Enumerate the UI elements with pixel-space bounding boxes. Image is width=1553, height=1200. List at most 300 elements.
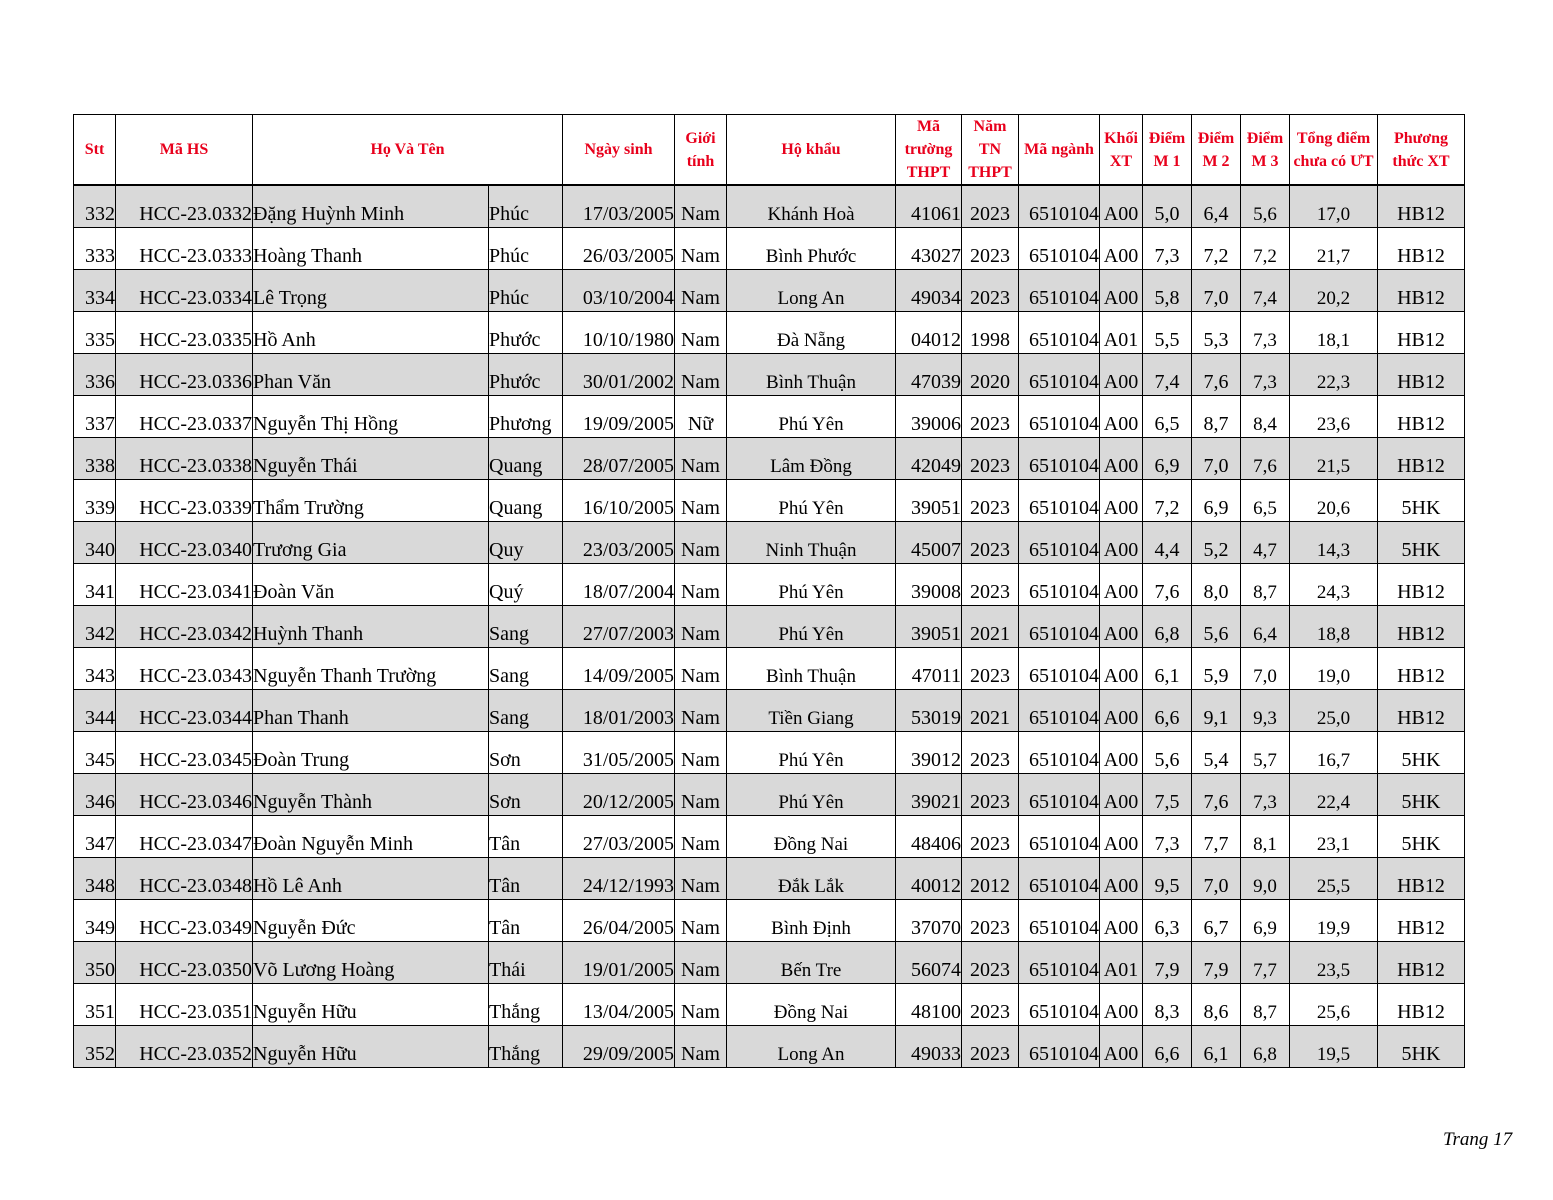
cell-diem-m2: 7,0 <box>1192 438 1241 480</box>
cell-ma-hs: HCC-23.0340 <box>116 522 253 564</box>
cell-diem-m1: 9,5 <box>1143 858 1192 900</box>
cell-khoi-xt: A00 <box>1100 774 1143 816</box>
cell-ho-khau: Phú Yên <box>727 774 896 816</box>
cell-ngay-sinh: 29/09/2005 <box>563 1026 675 1068</box>
cell-ma-hs: HCC-23.0343 <box>116 648 253 690</box>
cell-ma-hs: HCC-23.0347 <box>116 816 253 858</box>
cell-ho-khau: Phú Yên <box>727 564 896 606</box>
cell-ngay-sinh: 18/01/2003 <box>563 690 675 732</box>
cell-ma-truong: 49033 <box>896 1026 962 1068</box>
cell-ngay-sinh: 24/12/1993 <box>563 858 675 900</box>
table-row <box>74 690 1465 732</box>
cell-ma-truong: 04012 <box>896 312 962 354</box>
cell-ho-dem: Nguyễn Thái <box>253 438 489 480</box>
cell-ma-hs: HCC-23.0337 <box>116 396 253 438</box>
cell-phuong-thuc: HB12 <box>1378 185 1465 228</box>
header-diem-m3: Điểm M 3 <box>1241 115 1290 186</box>
cell-ma-truong: 53019 <box>896 690 962 732</box>
cell-stt: 348 <box>74 858 116 900</box>
cell-ten: Quý <box>489 564 563 606</box>
table-row <box>74 270 1465 312</box>
cell-ten: Quang <box>489 438 563 480</box>
cell-diem-m1: 5,8 <box>1143 270 1192 312</box>
cell-ten: Phúc <box>489 270 563 312</box>
cell-ho-dem: Nguyễn Thành <box>253 774 489 816</box>
cell-gioi-tinh: Nam <box>675 185 727 228</box>
cell-diem-m2: 8,6 <box>1192 984 1241 1026</box>
cell-khoi-xt: A00 <box>1100 228 1143 270</box>
cell-tong-diem: 18,1 <box>1290 312 1378 354</box>
cell-diem-m2: 7,9 <box>1192 942 1241 984</box>
cell-ho-dem: Đoàn Nguyễn Minh <box>253 816 489 858</box>
cell-khoi-xt: A00 <box>1100 522 1143 564</box>
cell-diem-m3: 5,6 <box>1241 185 1290 228</box>
cell-diem-m2: 5,9 <box>1192 648 1241 690</box>
cell-ma-truong: 39051 <box>896 480 962 522</box>
cell-phuong-thuc: HB12 <box>1378 564 1465 606</box>
cell-phuong-thuc: 5HK <box>1378 1026 1465 1068</box>
cell-ho-khau: Bến Tre <box>727 942 896 984</box>
cell-ngay-sinh: 10/10/1980 <box>563 312 675 354</box>
cell-ma-nganh: 6510104 <box>1019 732 1100 774</box>
cell-ngay-sinh: 23/03/2005 <box>563 522 675 564</box>
header-ho-va-ten: Họ Và Tên <box>253 115 563 186</box>
cell-ma-nganh: 6510104 <box>1019 774 1100 816</box>
table-row <box>74 396 1465 438</box>
header-diem-m2: Điểm M 2 <box>1192 115 1241 186</box>
cell-ho-khau: Tiền Giang <box>727 690 896 732</box>
cell-gioi-tinh: Nam <box>675 942 727 984</box>
cell-diem-m3: 7,0 <box>1241 648 1290 690</box>
cell-ho-khau: Long An <box>727 1026 896 1068</box>
header-diem-m1: Điểm M 1 <box>1143 115 1192 186</box>
cell-ma-truong: 39051 <box>896 606 962 648</box>
table-body <box>74 185 1465 1068</box>
cell-ten: Sang <box>489 606 563 648</box>
cell-nam-tn: 2012 <box>962 858 1019 900</box>
cell-gioi-tinh: Nam <box>675 984 727 1026</box>
cell-gioi-tinh: Nam <box>675 564 727 606</box>
cell-diem-m1: 7,2 <box>1143 480 1192 522</box>
cell-diem-m1: 7,5 <box>1143 774 1192 816</box>
cell-ho-khau: Bình Định <box>727 900 896 942</box>
cell-gioi-tinh: Nam <box>675 438 727 480</box>
cell-khoi-xt: A00 <box>1100 1026 1143 1068</box>
cell-diem-m1: 7,3 <box>1143 228 1192 270</box>
cell-nam-tn: 2021 <box>962 606 1019 648</box>
cell-ma-truong: 49034 <box>896 270 962 312</box>
cell-diem-m3: 6,9 <box>1241 900 1290 942</box>
cell-stt: 351 <box>74 984 116 1026</box>
cell-ho-khau: Phú Yên <box>727 732 896 774</box>
cell-ma-nganh: 6510104 <box>1019 354 1100 396</box>
cell-ma-nganh: 6510104 <box>1019 816 1100 858</box>
cell-diem-m3: 7,3 <box>1241 774 1290 816</box>
cell-ho-khau: Bình Thuận <box>727 354 896 396</box>
cell-ma-nganh: 6510104 <box>1019 312 1100 354</box>
page-number: Trang 17 <box>1443 1129 1513 1150</box>
cell-nam-tn: 2023 <box>962 774 1019 816</box>
cell-ten: Quang <box>489 480 563 522</box>
cell-tong-diem: 22,4 <box>1290 774 1378 816</box>
cell-ho-dem: Phan Văn <box>253 354 489 396</box>
cell-ho-dem: Nguyễn Hữu <box>253 984 489 1026</box>
table-row <box>74 942 1465 984</box>
cell-ho-dem: Hồ Lê Anh <box>253 858 489 900</box>
cell-phuong-thuc: HB12 <box>1378 438 1465 480</box>
cell-ngay-sinh: 26/04/2005 <box>563 900 675 942</box>
cell-nam-tn: 2023 <box>962 522 1019 564</box>
table-row <box>74 900 1465 942</box>
cell-diem-m2: 7,7 <box>1192 816 1241 858</box>
cell-ho-dem: Lê Trọng <box>253 270 489 312</box>
cell-ten: Thắng <box>489 984 563 1026</box>
cell-ho-khau: Phú Yên <box>727 606 896 648</box>
cell-diem-m3: 6,8 <box>1241 1026 1290 1068</box>
cell-ho-dem: Võ Lương Hoàng <box>253 942 489 984</box>
cell-tong-diem: 20,2 <box>1290 270 1378 312</box>
cell-stt: 339 <box>74 480 116 522</box>
cell-khoi-xt: A00 <box>1100 858 1143 900</box>
cell-ma-nganh: 6510104 <box>1019 606 1100 648</box>
cell-stt: 338 <box>74 438 116 480</box>
cell-tong-diem: 25,0 <box>1290 690 1378 732</box>
cell-gioi-tinh: Nam <box>675 354 727 396</box>
cell-diem-m2: 9,1 <box>1192 690 1241 732</box>
cell-gioi-tinh: Nam <box>675 900 727 942</box>
cell-stt: 335 <box>74 312 116 354</box>
cell-ngay-sinh: 16/10/2005 <box>563 480 675 522</box>
cell-khoi-xt: A00 <box>1100 564 1143 606</box>
cell-ngay-sinh: 28/07/2005 <box>563 438 675 480</box>
cell-phuong-thuc: 5HK <box>1378 732 1465 774</box>
cell-ho-dem: Đặng Huỳnh Minh <box>253 185 489 228</box>
cell-ma-hs: HCC-23.0338 <box>116 438 253 480</box>
cell-diem-m1: 5,6 <box>1143 732 1192 774</box>
cell-phuong-thuc: HB12 <box>1378 270 1465 312</box>
cell-gioi-tinh: Nam <box>675 648 727 690</box>
cell-stt: 336 <box>74 354 116 396</box>
table-row <box>74 228 1465 270</box>
table-row <box>74 984 1465 1026</box>
table-row <box>74 606 1465 648</box>
cell-diem-m2: 7,6 <box>1192 774 1241 816</box>
cell-tong-diem: 24,3 <box>1290 564 1378 606</box>
cell-ma-hs: HCC-23.0349 <box>116 900 253 942</box>
cell-tong-diem: 22,3 <box>1290 354 1378 396</box>
cell-khoi-xt: A01 <box>1100 942 1143 984</box>
cell-ma-truong: 47011 <box>896 648 962 690</box>
cell-phuong-thuc: 5HK <box>1378 480 1465 522</box>
cell-ho-khau: Ninh Thuận <box>727 522 896 564</box>
cell-ma-hs: HCC-23.0346 <box>116 774 253 816</box>
cell-phuong-thuc: HB12 <box>1378 648 1465 690</box>
cell-phuong-thuc: HB12 <box>1378 396 1465 438</box>
cell-diem-m2: 5,3 <box>1192 312 1241 354</box>
cell-ma-hs: HCC-23.0351 <box>116 984 253 1026</box>
cell-ten: Phước <box>489 354 563 396</box>
cell-ho-dem: Trương Gia <box>253 522 489 564</box>
cell-tong-diem: 19,5 <box>1290 1026 1378 1068</box>
cell-diem-m2: 6,9 <box>1192 480 1241 522</box>
cell-ho-dem: Đoàn Văn <box>253 564 489 606</box>
cell-ma-truong: 39012 <box>896 732 962 774</box>
header-stt: Stt <box>74 115 116 186</box>
cell-diem-m1: 8,3 <box>1143 984 1192 1026</box>
cell-diem-m2: 7,0 <box>1192 858 1241 900</box>
cell-tong-diem: 25,6 <box>1290 984 1378 1026</box>
table-row <box>74 354 1465 396</box>
cell-phuong-thuc: HB12 <box>1378 942 1465 984</box>
cell-diem-m3: 9,0 <box>1241 858 1290 900</box>
cell-diem-m3: 7,2 <box>1241 228 1290 270</box>
cell-gioi-tinh: Nam <box>675 606 727 648</box>
table-row <box>74 185 1465 228</box>
table-row <box>74 1026 1465 1068</box>
cell-ngay-sinh: 17/03/2005 <box>563 185 675 228</box>
cell-ma-hs: HCC-23.0336 <box>116 354 253 396</box>
cell-stt: 337 <box>74 396 116 438</box>
cell-nam-tn: 2023 <box>962 564 1019 606</box>
cell-ma-hs: HCC-23.0352 <box>116 1026 253 1068</box>
cell-ten: Tân <box>489 816 563 858</box>
cell-gioi-tinh: Nam <box>675 312 727 354</box>
header-row <box>74 115 1465 186</box>
cell-ma-hs: HCC-23.0348 <box>116 858 253 900</box>
cell-phuong-thuc: HB12 <box>1378 312 1465 354</box>
cell-stt: 334 <box>74 270 116 312</box>
cell-gioi-tinh: Nam <box>675 858 727 900</box>
cell-diem-m1: 6,6 <box>1143 1026 1192 1068</box>
cell-diem-m2: 7,2 <box>1192 228 1241 270</box>
cell-ho-khau: Bình Phước <box>727 228 896 270</box>
cell-diem-m3: 8,1 <box>1241 816 1290 858</box>
cell-ho-khau: Đồng Nai <box>727 984 896 1026</box>
cell-nam-tn: 2023 <box>962 648 1019 690</box>
cell-diem-m1: 7,6 <box>1143 564 1192 606</box>
cell-ma-truong: 42049 <box>896 438 962 480</box>
cell-nam-tn: 2023 <box>962 228 1019 270</box>
cell-diem-m3: 5,7 <box>1241 732 1290 774</box>
cell-ngay-sinh: 20/12/2005 <box>563 774 675 816</box>
cell-phuong-thuc: HB12 <box>1378 690 1465 732</box>
cell-ma-hs: HCC-23.0332 <box>116 185 253 228</box>
header-ma-truong-thpt: Mã trường THPT <box>896 115 962 186</box>
cell-tong-diem: 19,9 <box>1290 900 1378 942</box>
cell-diem-m1: 5,5 <box>1143 312 1192 354</box>
cell-ten: Thắng <box>489 1026 563 1068</box>
cell-phuong-thuc: HB12 <box>1378 858 1465 900</box>
cell-stt: 352 <box>74 1026 116 1068</box>
cell-ho-khau: Đà Nẵng <box>727 312 896 354</box>
cell-ho-dem: Hồ Anh <box>253 312 489 354</box>
cell-stt: 344 <box>74 690 116 732</box>
cell-diem-m2: 6,1 <box>1192 1026 1241 1068</box>
header-gioi-tinh: Giới tính <box>675 115 727 186</box>
cell-nam-tn: 2023 <box>962 816 1019 858</box>
cell-khoi-xt: A00 <box>1100 480 1143 522</box>
cell-stt: 342 <box>74 606 116 648</box>
cell-nam-tn: 2023 <box>962 438 1019 480</box>
cell-gioi-tinh: Nam <box>675 270 727 312</box>
cell-diem-m1: 7,3 <box>1143 816 1192 858</box>
cell-stt: 340 <box>74 522 116 564</box>
cell-ho-khau: Đắk Lắk <box>727 858 896 900</box>
cell-ho-dem: Hoàng Thanh <box>253 228 489 270</box>
header-nam-tn-thpt: Năm TN THPT <box>962 115 1019 186</box>
table-row <box>74 522 1465 564</box>
cell-tong-diem: 23,6 <box>1290 396 1378 438</box>
cell-ho-dem: Nguyễn Thanh Trường <box>253 648 489 690</box>
cell-ho-khau: Long An <box>727 270 896 312</box>
cell-ma-nganh: 6510104 <box>1019 522 1100 564</box>
cell-phuong-thuc: HB12 <box>1378 228 1465 270</box>
cell-tong-diem: 21,7 <box>1290 228 1378 270</box>
cell-ho-dem: Đoàn Trung <box>253 732 489 774</box>
cell-ma-truong: 39008 <box>896 564 962 606</box>
cell-diem-m3: 6,4 <box>1241 606 1290 648</box>
cell-tong-diem: 19,0 <box>1290 648 1378 690</box>
cell-tong-diem: 23,5 <box>1290 942 1378 984</box>
cell-khoi-xt: A00 <box>1100 648 1143 690</box>
cell-ho-dem: Huỳnh Thanh <box>253 606 489 648</box>
cell-ho-dem: Thẩm Trường <box>253 480 489 522</box>
cell-tong-diem: 18,8 <box>1290 606 1378 648</box>
cell-khoi-xt: A00 <box>1100 354 1143 396</box>
cell-ho-dem: Phan Thanh <box>253 690 489 732</box>
cell-ngay-sinh: 18/07/2004 <box>563 564 675 606</box>
table-row <box>74 564 1465 606</box>
cell-diem-m1: 6,9 <box>1143 438 1192 480</box>
cell-ten: Phúc <box>489 228 563 270</box>
cell-gioi-tinh: Nam <box>675 816 727 858</box>
cell-ten: Tân <box>489 858 563 900</box>
cell-khoi-xt: A00 <box>1100 396 1143 438</box>
cell-nam-tn: 2023 <box>962 1026 1019 1068</box>
cell-gioi-tinh: Nam <box>675 480 727 522</box>
cell-ma-nganh: 6510104 <box>1019 185 1100 228</box>
cell-ma-truong: 48100 <box>896 984 962 1026</box>
cell-ngay-sinh: 30/01/2002 <box>563 354 675 396</box>
cell-diem-m2: 5,4 <box>1192 732 1241 774</box>
cell-gioi-tinh: Nam <box>675 522 727 564</box>
cell-diem-m3: 4,7 <box>1241 522 1290 564</box>
cell-ma-nganh: 6510104 <box>1019 1026 1100 1068</box>
cell-tong-diem: 17,0 <box>1290 185 1378 228</box>
cell-nam-tn: 2023 <box>962 984 1019 1026</box>
cell-gioi-tinh: Nam <box>675 732 727 774</box>
cell-ma-hs: HCC-23.0344 <box>116 690 253 732</box>
cell-stt: 343 <box>74 648 116 690</box>
cell-phuong-thuc: HB12 <box>1378 354 1465 396</box>
cell-diem-m1: 4,4 <box>1143 522 1192 564</box>
cell-khoi-xt: A00 <box>1100 732 1143 774</box>
cell-ma-truong: 43027 <box>896 228 962 270</box>
cell-diem-m1: 6,1 <box>1143 648 1192 690</box>
cell-phuong-thuc: HB12 <box>1378 984 1465 1026</box>
cell-ngay-sinh: 19/09/2005 <box>563 396 675 438</box>
cell-diem-m3: 8,7 <box>1241 984 1290 1026</box>
cell-ma-truong: 39021 <box>896 774 962 816</box>
cell-diem-m2: 5,2 <box>1192 522 1241 564</box>
cell-diem-m3: 7,7 <box>1241 942 1290 984</box>
cell-ten: Sơn <box>489 774 563 816</box>
cell-diem-m2: 7,6 <box>1192 354 1241 396</box>
cell-ma-nganh: 6510104 <box>1019 270 1100 312</box>
cell-nam-tn: 1998 <box>962 312 1019 354</box>
cell-phuong-thuc: HB12 <box>1378 900 1465 942</box>
table-row <box>74 480 1465 522</box>
cell-diem-m3: 8,4 <box>1241 396 1290 438</box>
cell-ma-hs: HCC-23.0333 <box>116 228 253 270</box>
cell-ngay-sinh: 13/04/2005 <box>563 984 675 1026</box>
cell-gioi-tinh: Nam <box>675 1026 727 1068</box>
cell-ma-nganh: 6510104 <box>1019 690 1100 732</box>
cell-diem-m2: 5,6 <box>1192 606 1241 648</box>
cell-ma-hs: HCC-23.0342 <box>116 606 253 648</box>
cell-diem-m1: 6,8 <box>1143 606 1192 648</box>
cell-diem-m3: 6,5 <box>1241 480 1290 522</box>
cell-tong-diem: 16,7 <box>1290 732 1378 774</box>
cell-diem-m3: 7,3 <box>1241 312 1290 354</box>
cell-stt: 346 <box>74 774 116 816</box>
cell-tong-diem: 23,1 <box>1290 816 1378 858</box>
cell-diem-m2: 6,7 <box>1192 900 1241 942</box>
cell-ten: Sơn <box>489 732 563 774</box>
cell-diem-m1: 7,9 <box>1143 942 1192 984</box>
cell-phuong-thuc: 5HK <box>1378 774 1465 816</box>
cell-nam-tn: 2023 <box>962 480 1019 522</box>
cell-ho-khau: Phú Yên <box>727 396 896 438</box>
cell-nam-tn: 2020 <box>962 354 1019 396</box>
cell-ma-truong: 39006 <box>896 396 962 438</box>
cell-gioi-tinh: Nữ <box>675 396 727 438</box>
cell-ma-hs: HCC-23.0339 <box>116 480 253 522</box>
cell-tong-diem: 20,6 <box>1290 480 1378 522</box>
cell-ma-nganh: 6510104 <box>1019 480 1100 522</box>
cell-diem-m2: 8,7 <box>1192 396 1241 438</box>
cell-nam-tn: 2021 <box>962 690 1019 732</box>
cell-ten: Quy <box>489 522 563 564</box>
cell-gioi-tinh: Nam <box>675 228 727 270</box>
cell-ma-hs: HCC-23.0335 <box>116 312 253 354</box>
cell-phuong-thuc: 5HK <box>1378 816 1465 858</box>
cell-stt: 345 <box>74 732 116 774</box>
cell-ngay-sinh: 26/03/2005 <box>563 228 675 270</box>
cell-nam-tn: 2023 <box>962 185 1019 228</box>
cell-khoi-xt: A00 <box>1100 900 1143 942</box>
cell-ma-nganh: 6510104 <box>1019 942 1100 984</box>
cell-diem-m3: 7,3 <box>1241 354 1290 396</box>
cell-ma-truong: 40012 <box>896 858 962 900</box>
cell-nam-tn: 2023 <box>962 396 1019 438</box>
cell-ho-khau: Khánh Hoà <box>727 185 896 228</box>
header-ma-hs: Mã HS <box>116 115 253 186</box>
cell-stt: 332 <box>74 185 116 228</box>
cell-diem-m1: 7,4 <box>1143 354 1192 396</box>
cell-ten: Phương <box>489 396 563 438</box>
cell-tong-diem: 25,5 <box>1290 858 1378 900</box>
table-row <box>74 312 1465 354</box>
cell-ten: Phúc <box>489 185 563 228</box>
cell-ho-khau: Bình Thuận <box>727 648 896 690</box>
cell-gioi-tinh: Nam <box>675 774 727 816</box>
table-row <box>74 774 1465 816</box>
cell-ngay-sinh: 27/03/2005 <box>563 816 675 858</box>
cell-ma-truong: 45007 <box>896 522 962 564</box>
cell-khoi-xt: A00 <box>1100 816 1143 858</box>
cell-stt: 350 <box>74 942 116 984</box>
